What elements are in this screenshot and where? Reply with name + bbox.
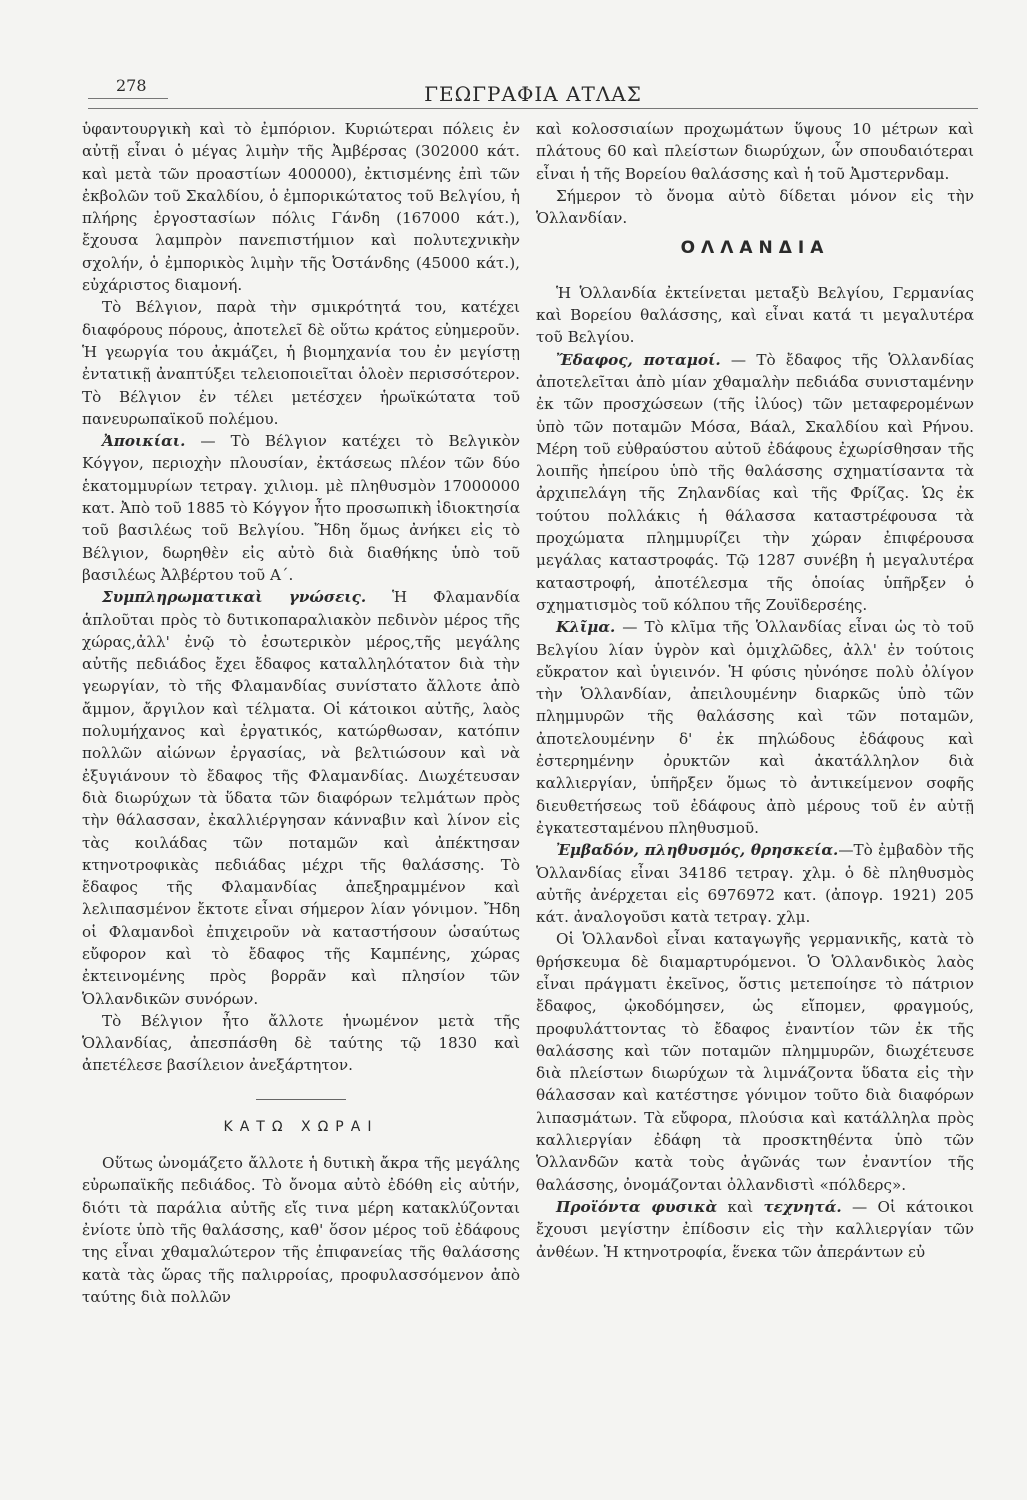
section-divider xyxy=(256,1099,346,1100)
paragraph: Σήμερον τὸ ὄνομα αὐτὸ δίδεται μόνον εἰς τὴν Ὁλλανδίαν. xyxy=(536,186,974,228)
paragraph-text: — Τὸ κλῖμα τῆς Ὁλλανδίας εἶναι ὡς τὸ τοῦ Βελγίου λίαν ὑγρὸν καὶ ὁμιχλῶδες, ἀλλ' ἐν τούτοις εὔκρατον καὶ ὑγιεινόν. Ἡ φύσις ηὐνόησε πολὺ ὀλίγον τὴν Ὁλλανδίαν, ἀπειλουμένην διαρκῶς ὑπὸ τῶν πλημμυρῶν τῆς θαλάσσης καὶ τῶν ποταμῶν, ἀποτελουμένην δ' ἐκ πηλώδους ἐδάφους καὶ ἐστερημένην ὀρυκτῶν καὶ ἀκατάλληλον διὰ καλλιεργίαν, ὑπῆρξεν ὅμως τὸ ἀντικείμενον σοφῆς διευθετήσεως τοῦ ἐδάφους ἀπὸ μέρους τοῦ ἐν αὐτῇ ἐγκατεσταμένου πληθυσμοῦ. xyxy=(536,618,974,837)
page-header xyxy=(88,70,978,110)
paragraph-text: καὶ xyxy=(717,1197,764,1216)
paragraph: Οἱ Ὁλλανδοὶ εἶναι καταγωγῆς γερμανικῆς, κατὰ τὸ θρήσκευμα δὲ διαμαρτυρόμενοι. Ὁ Ὁλλανδικὸς λαὸς εἶναι πράγματι ἐκεῖνος, ὅστις μετεποίησε τὸ πάτριον ἔδαφος, ᾠκοδόμησεν, ὡς εἴπομεν, φραγμούς, προφυλάττοντας τὸ ἔδαφος ἐναντίον τῶν ἐκ τῆς θαλάσσης καὶ τῶν ποταμῶν πλημμυρῶν, διωχέτευσε διὰ πλείστων διωρύχων τὰ λιμνάζοντα ὕδατα εἰς τὴν θάλασσαν καὶ κατέστησε γόνιμον τοῦτο διὰ διαφόρων λιπασμάτων. Τὰ εὔφορα, πλούσια καὶ κατάλληλα πρὸς καλλιεργίαν ἐδάφη τὰ προσκτηθέντα ὑπὸ τῶν Ὁλλανδῶν κατὰ τοὺς ἀγῶνάς των ἐναντίον τῆς θαλάσσης, ὀνομάζονται ὀλλανδιστὶ «πόλδερς». xyxy=(536,930,974,1194)
paragraph xyxy=(536,349,974,617)
section-title: ΟΛΛΑΝΔΙΑ xyxy=(680,238,830,259)
left-column xyxy=(82,118,520,1308)
paragraph: Ἡ Ὁλλανδία ἐκτείνεται μεταξὺ Βελγίου, Γερμανίας καὶ Βορείου θαλάσσης, καὶ εἶναι κατά τι μεγαλυτέρα τοῦ Βελγίου. xyxy=(536,283,974,347)
running-title: ΓΕΩΓΡΑΦΙΑ ΑΤΛΑΣ xyxy=(424,82,642,106)
header-rule xyxy=(88,108,978,109)
paragraph: Οὕτως ὠνομάζετο ἄλλοτε ἡ δυτικὴ ἄκρα τῆς μεγάλης εὐρωπαϊκῆς πεδιάδος. Τὸ ὄνομα αὐτὸ ἐδόθη εἰς αὐτήν, διότι τὰ παράλια αὐτῆς εἴς τινα μέρη κατακλύζονται ἐνίοτε ὑπὸ τῆς θαλάσσης, καθ' ὅσον μέρος τοῦ ἐδάφους της εἶναι χθαμαλώτερον τῆς ἐπιφανείας τῆς θαλάσσης κατὰ τὰς ὥρας τῆς παλιρροίας, προφυλασσόμενον ἀπὸ ταύτης διὰ πολλῶν xyxy=(82,1154,520,1306)
subheading: τεχνητά. xyxy=(763,1197,842,1216)
paragraph: Τὸ Βέλγιον, παρὰ τὴν σμικρότητά του, κατέχει διαφόρους πόρους, ἀποτελεῖ δὲ οὕτω κράτος εὐημεροῦν. Ἡ γεωργία του ἀκμάζει, ἡ βιομηχανία του ἐν μεγίστῃ ἐντατικῇ ἀναπτύξει τελειοποιεῖται ὁλοὲν περισσότερον. Τὸ Βέλγιον ἐν τέλει μετέσχεν ἡρωϊκώτατα τοῦ πανευρωπαϊκοῦ πολέμου. xyxy=(82,298,520,428)
subheading: Ἔδαφος, ποταμοί. xyxy=(556,350,721,369)
subheading: Ἀποικίαι. xyxy=(102,432,186,451)
paragraph: Τὸ Βέλγιον ἦτο ἄλλοτε ἡνωμένον μετὰ τῆς Ὁλλανδίας, ἀπεσπάσθη δὲ ταύτης τῷ 1830 καὶ ἀπετέλεσε βασίλειον ἀνεξάρτητον. xyxy=(82,1011,520,1075)
section-title: ΚΑΤΩ ΧΩΡΑΙ xyxy=(223,1118,379,1135)
paragraph-text: — Τὸ ἔδαφος τῆς Ὁλλανδίας ἀποτελεῖται ἀπὸ μίαν χθαμαλὴν πεδιάδα συνισταμένην ἐκ τῶν προσχώσεων (τῆς ἰλύος) τῶν μεταφερομένων ὑπὸ τῶν ποταμῶν Μόσα, Βάαλ, Σκαλδίου καὶ Ρήνου. Μέρη τοῦ εὐθραύστου αὐτοῦ ἐδάφους ἐχωρίσθησαν τῆς λοιπῆς ἠπείρου ὑπὸ τῆς θαλάσσης σχηματίσαντα τὰ ἀρχιπελάγη τῆς Ζηλανδίας καὶ τῆς Φρίζας. Ὡς ἐκ τούτου πολλάκις ἡ θάλασσα καταστρέφουσα τὰ προχώματα πλημμυρίζει τὴν χώραν ἐπιφέρουσα μεγάλας καταστροφάς. Τῷ 1287 συνέβη ἡ μεγαλυτέρα καταστροφή, ἀποτέλεσμα τῆς ὁποίας ὑπῆρξεν ὁ σχηματισμὸς τοῦ κόλπου τῆς Ζουϊδερσέης. xyxy=(536,350,974,614)
paragraph xyxy=(536,616,974,839)
page-number: 278 xyxy=(116,76,147,95)
right-column xyxy=(536,118,974,1263)
paragraph xyxy=(82,430,520,586)
subheading: Προϊόντα φυσικὰ xyxy=(556,1197,718,1216)
paragraph xyxy=(536,839,974,928)
subheading: Ἐμβαδόν, πληθυσμός, θρησκεία. xyxy=(556,841,839,860)
paragraph xyxy=(82,586,520,1010)
paragraph-text: Ἡ Φλαμανδία ἁπλοῦται πρὸς τὸ δυτικοπαραλιακὸν πεδινὸν μέρος τῆς χώρας,ἀλλ' ἐνῷ τὸ ἐσωτερικὸν μέρος,τῆς μεγάλης αὐτῆς πεδιάδος ἔχει ἔδαφος καταλληλότατον διὰ τὴν γεωργίαν, τὸ τῆς Φλαμανδίας συνίστατο ἄλλοτε ἀπὸ ἄμμον, ἄργιλον καὶ τέλματα. Οἱ κάτοικοι αὐτῆς, λαὸς πολυμήχανος καὶ ἐργατικός, κατώρθωσαν, κατόπιν πολλῶν αἰώνων ἐργασίας, νὰ βελτιώσουν καὶ νὰ ἐξυγιάνουν τὸ ἔδαφος τῆς Φλαμανδίας. Διωχέτευσαν διὰ διωρύχων τὰ ὕδατα τῶν διαφόρων τελμάτων πρὸς τὴν θάλασσαν, ἐκαλλιέργησαν κάνναβιν καὶ λίνον εἰς τὰς κοιλάδας τῶν ποταμῶν καὶ ἀπέκτησαν κτηνοτροφικὰς πεδιάδας μέχρι τῆς θαλάσσης. Τὸ ἔδαφος τῆς Φλαμανδίας ἀπεξηραμμένον καὶ λελιπασμένον ἔκτοτε εἶναι σήμερον λίαν γόνιμον. Ἤδη οἱ Φλαμανδοὶ ἐπιχειροῦν νὰ καταστήσουν ὡσαύτως εὔφορον καὶ τὸ ἔδαφος τῆς Καμπένης, χώρας ἐκτεινομένης πρὸς βορρᾶν καὶ πλησίον τῶν Ὁλλανδικῶν συνόρων. xyxy=(82,588,520,1008)
subheading: Κλῖμα. xyxy=(556,618,616,637)
paragraph-text: —Τὸ ἐμβαδὸν τῆς Ὁλλανδίας εἶναι 34186 τετραγ. χλμ. ὁ δὲ πληθυσμὸς αὐτῆς ἀνέρχεται εἰς 6976972 κατ. (ἀπογρ. 1921) 205 κάτ. ἀναλογοῦσι κατὰ τετραγ. χλμ. xyxy=(536,841,974,927)
paragraph: ὑφαντουργικὴ καὶ τὸ ἐμπόριον. Κυριώτεραι πόλεις ἐν αὐτῇ εἶναι ὁ μέγας λιμὴν τῆς Ἀμβέρσας (302000 κάτ. καὶ μετὰ τῶν προαστίων 400000), ἐκτισμένης ἐπὶ τῶν ἐκβολῶν τοῦ Σκαλδίου, ὁ ἐμπορικώτατος τοῦ Βελγίου, ἡ πλήρης ἐργοστασίων πόλις Γάνδη (167000 κάτ.), ἔχουσα λαμπρὸν πανεπιστήμιον καὶ πολυτεχνικὴν σχολήν, ὁ ἐμπορικὸς λιμὴν τῆς Ὀστάνδης (45000 κάτ.), εὐχάριστος διαμονή. xyxy=(82,120,520,295)
paragraph: καὶ κολοσσιαίων προχωμάτων ὕψους 10 μέτρων καὶ πλάτους 60 καὶ πλείστων διωρύχων, ὧν σπουδαιότεραι εἶναι ἡ τῆς Βορείου θαλάσσης καὶ ἡ τοῦ Ἀμστερνδαμ. xyxy=(536,120,974,183)
paragraph-text: — Τὸ Βέλγιον κατέχει τὸ Βελγικὸν Κόγγον, περιοχὴν πλουσίαν, ἐκτάσεως πλέον τῶν δύο ἑκατομμυρίων τετραγ. χιλιομ. μὲ πληθυσμὸν 17000000 κατ. Ἀπὸ τοῦ 1885 τὸ Κόγγον ἦτο προσωπικὴ ἰδιοκτησία τοῦ βασιλέως τοῦ Βελγίου. Ἤδη ὅμως ἀνήκει εἰς τὸ Βέλγιον, δωρηθὲν εἰς αὐτὸ διὰ διαθήκης ὑπὸ τοῦ βασιλέως Ἀλβέρτου τοῦ Α΄. xyxy=(82,432,520,584)
subheading: Συμπληρωματικαὶ γνώσεις. xyxy=(102,588,367,607)
paragraph-text: — Οἱ κάτοικοι ἔχουσι μεγίστην ἐπίδοσιν εἰς τὴν καλλιεργίαν τῶν ἀνθέων. Ἡ κτηνοτροφία, ἕνεκα τῶν ἀπεράντων εὐ xyxy=(536,1197,974,1261)
paragraph xyxy=(536,1196,974,1263)
